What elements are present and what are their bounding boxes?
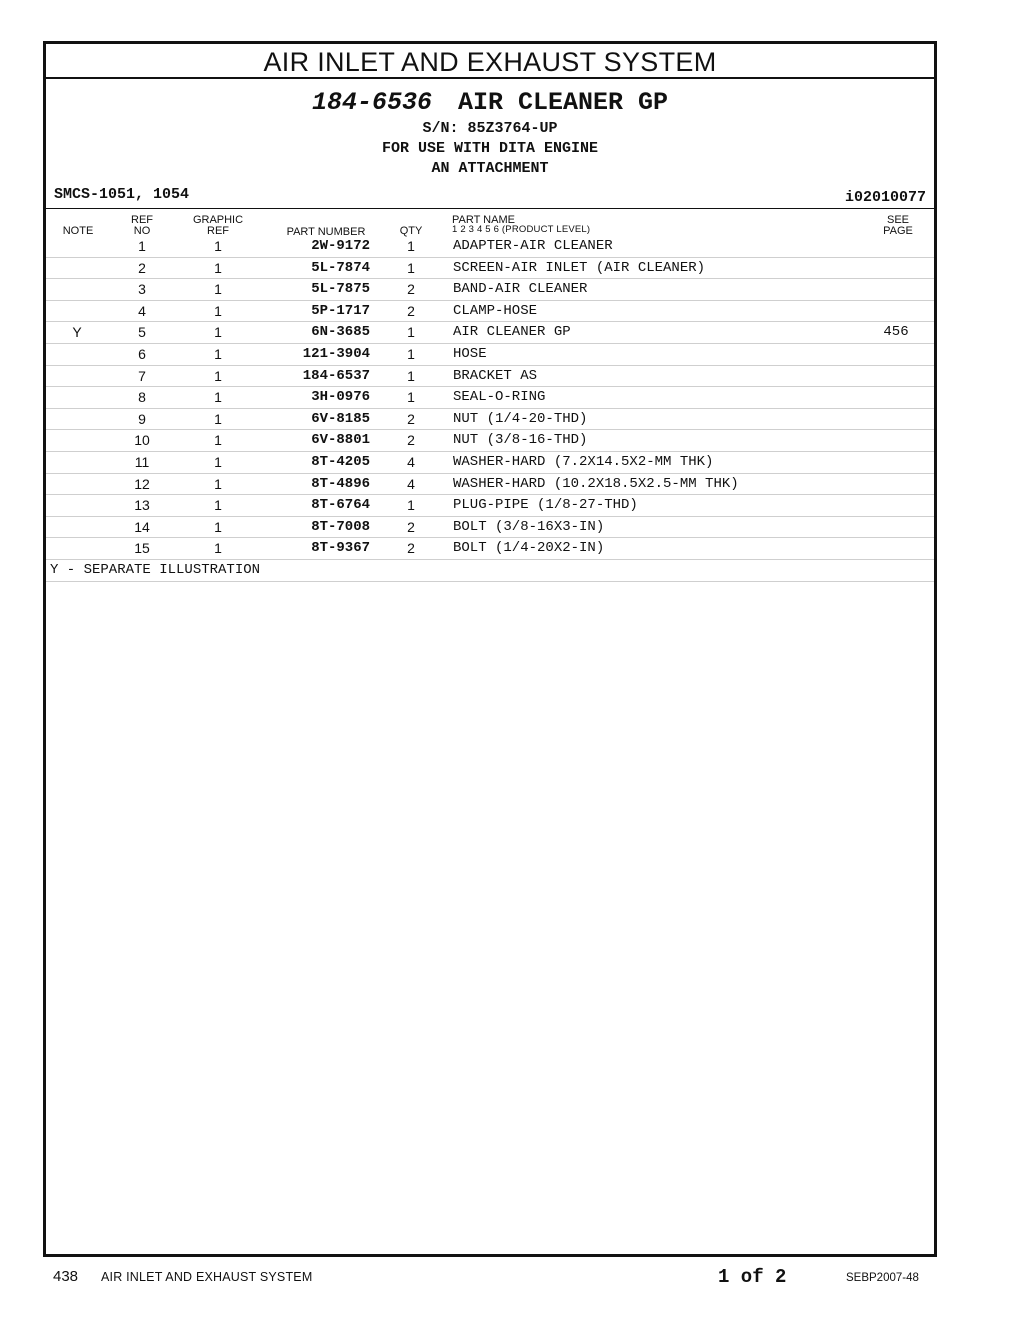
part-name-cell: HOSE xyxy=(453,345,487,362)
table-row xyxy=(46,517,934,539)
part-number-cell: 8T-7008 xyxy=(311,518,370,535)
group-name: AIR CLEANER GP xyxy=(457,88,669,117)
graphic-ref-cell: 1 xyxy=(214,389,222,406)
part-name-cell: NUT (1/4-20-THD) xyxy=(453,410,588,427)
see-page-cell: 456 xyxy=(883,324,909,341)
part-name-cell: ADAPTER-AIR CLEANER xyxy=(453,238,613,254)
parts-table xyxy=(46,236,934,582)
ref-no-cell: 11 xyxy=(134,453,150,470)
part-number-cell: 6V-8801 xyxy=(311,432,370,449)
qty-cell: 1 xyxy=(407,345,415,362)
qty-cell: 1 xyxy=(407,238,415,254)
part-number-cell: 8T-4896 xyxy=(311,475,370,492)
part-name-cell: WASHER-HARD (7.2X14.5X2-MM THK) xyxy=(453,453,714,470)
graphic-ref-cell: 1 xyxy=(214,367,222,384)
product-levels: 1 2 3 4 5 6 (PRODUCT LEVEL) xyxy=(452,224,591,235)
col-part-name: PART NAME xyxy=(452,214,515,226)
ref-no-cell: 6 xyxy=(138,345,146,362)
qty-cell: 2 xyxy=(407,518,415,535)
table-row xyxy=(46,474,934,496)
qty-cell: 1 xyxy=(407,259,415,276)
graphic-ref-cell: 1 xyxy=(214,453,222,470)
col-graphic-ref xyxy=(186,215,250,237)
qty-cell: 2 xyxy=(407,281,415,298)
part-number-cell: 5L-7874 xyxy=(311,259,370,276)
part-name-cell: WASHER-HARD (10.2X18.5X2.5-MM THK) xyxy=(453,475,739,492)
part-name-cell: BOLT (3/8-16X3-IN) xyxy=(453,518,605,535)
ref-no-cell: 14 xyxy=(134,518,150,535)
group-heading xyxy=(46,88,934,117)
graphic-ref-cell: 1 xyxy=(214,238,222,254)
ref-no-cell: 10 xyxy=(134,432,150,449)
table-row xyxy=(46,452,934,474)
ref-no-cell: 1 xyxy=(138,238,146,254)
graphic-ref-cell: 1 xyxy=(214,475,222,492)
col-graphic-top: GRAPHIC xyxy=(192,214,244,226)
qty-cell: 2 xyxy=(407,432,415,449)
note-legend-row xyxy=(46,560,934,582)
qty-cell: 1 xyxy=(407,389,415,406)
ref-no-cell: 9 xyxy=(138,410,146,427)
part-number-cell: 8T-6764 xyxy=(311,497,370,514)
table-row xyxy=(46,366,934,388)
part-number-cell: 121-3904 xyxy=(302,345,370,362)
ref-no-cell: 5 xyxy=(138,324,146,341)
part-number-cell: 6N-3685 xyxy=(311,324,370,341)
ref-no-cell: 13 xyxy=(134,497,150,514)
col-ref-bottom: NO xyxy=(133,225,151,237)
group-part-number: 184-6536 xyxy=(311,88,432,117)
graphic-ref-cell: 1 xyxy=(214,302,222,319)
page-frame xyxy=(43,41,937,1257)
footer-sheet: 1 of 2 xyxy=(718,1266,787,1288)
serial-range: S/N: 85Z3764-UP xyxy=(422,120,558,137)
qty-cell: 2 xyxy=(407,540,415,557)
part-number-cell: 3H-0976 xyxy=(311,389,370,406)
part-name-cell: BAND-AIR CLEANER xyxy=(453,281,588,298)
qty-cell: 1 xyxy=(407,497,415,514)
ref-no-cell: 3 xyxy=(138,281,146,298)
footer-section: AIR INLET AND EXHAUST SYSTEM xyxy=(101,1270,313,1284)
col-part-number: PART NUMBER xyxy=(286,226,366,238)
col-see-page xyxy=(878,215,918,237)
graphic-ref-cell: 1 xyxy=(214,497,222,514)
ref-no-cell: 12 xyxy=(134,475,150,492)
qty-cell: 2 xyxy=(407,302,415,319)
part-name-cell: SCREEN-AIR INLET (AIR CLEANER) xyxy=(453,259,706,276)
part-number-cell: 8T-4205 xyxy=(311,453,370,470)
table-row xyxy=(46,236,934,258)
part-name-cell: SEAL-O-RING xyxy=(453,389,546,406)
attachment-line: AN ATTACHMENT xyxy=(431,160,549,177)
part-name-cell: AIR CLEANER GP xyxy=(453,324,571,341)
part-number-cell: 8T-9367 xyxy=(311,540,370,557)
table-row xyxy=(46,258,934,280)
col-see-top: SEE xyxy=(886,214,909,226)
illustration-id: i02010077 xyxy=(844,189,926,206)
smcs-code: SMCS-1051, 1054 xyxy=(54,186,190,203)
note-legend: Y - SEPARATE ILLUSTRATION xyxy=(50,561,261,578)
graphic-ref-cell: 1 xyxy=(214,410,222,427)
part-name-cell: BOLT (1/4-20X2-IN) xyxy=(453,540,605,557)
ref-no-cell: 4 xyxy=(138,302,146,319)
footer-doc-id: SEBP2007-48 xyxy=(846,1272,919,1284)
header-rule xyxy=(46,208,934,209)
table-row xyxy=(46,279,934,301)
part-number-cell: 2W-9172 xyxy=(311,238,370,254)
graphic-ref-cell: 1 xyxy=(214,540,222,557)
part-number-cell: 6V-8185 xyxy=(311,410,370,427)
graphic-ref-cell: 1 xyxy=(214,281,222,298)
part-number-cell: 184-6537 xyxy=(302,367,370,384)
table-row xyxy=(46,322,934,344)
part-name-cell: BRACKET AS xyxy=(453,367,538,384)
footer-page-number: 438 xyxy=(53,1268,79,1285)
section-title: AIR INLET AND EXHAUST SYSTEM xyxy=(46,44,934,79)
table-row xyxy=(46,387,934,409)
part-name-cell: NUT (3/8-16-THD) xyxy=(453,432,588,449)
col-ref-top: REF xyxy=(131,214,153,226)
ref-no-cell: 2 xyxy=(138,259,146,276)
table-row xyxy=(46,344,934,366)
table-row xyxy=(46,409,934,431)
usage-line: FOR USE WITH DITA ENGINE xyxy=(381,140,599,157)
qty-cell: 2 xyxy=(407,410,415,427)
graphic-ref-cell: 1 xyxy=(214,259,222,276)
graphic-ref-cell: 1 xyxy=(214,324,222,341)
part-name-cell: CLAMP-HOSE xyxy=(453,302,538,319)
note-cell: Y xyxy=(72,324,82,341)
table-row xyxy=(46,495,934,517)
ref-no-cell: 7 xyxy=(138,367,146,384)
graphic-ref-cell: 1 xyxy=(214,345,222,362)
qty-cell: 1 xyxy=(407,324,415,341)
table-row xyxy=(46,301,934,323)
table-row xyxy=(46,538,934,560)
col-see-bottom: PAGE xyxy=(883,225,913,237)
ref-no-cell: 15 xyxy=(134,540,150,557)
qty-cell: 1 xyxy=(407,367,415,384)
col-note: NOTE xyxy=(62,225,94,237)
graphic-ref-cell: 1 xyxy=(214,518,222,535)
qty-cell: 4 xyxy=(407,453,415,470)
part-name-cell: PLUG-PIPE (1/8-27-THD) xyxy=(453,497,638,514)
part-number-cell: 5P-1717 xyxy=(311,302,370,319)
col-graphic-bottom: REF xyxy=(207,225,229,237)
col-ref xyxy=(126,215,158,237)
graphic-ref-cell: 1 xyxy=(214,432,222,449)
part-number-cell: 5L-7875 xyxy=(311,281,370,298)
qty-cell: 4 xyxy=(407,475,415,492)
col-qty: QTY xyxy=(399,225,423,237)
table-row xyxy=(46,430,934,452)
ref-no-cell: 8 xyxy=(138,389,146,406)
